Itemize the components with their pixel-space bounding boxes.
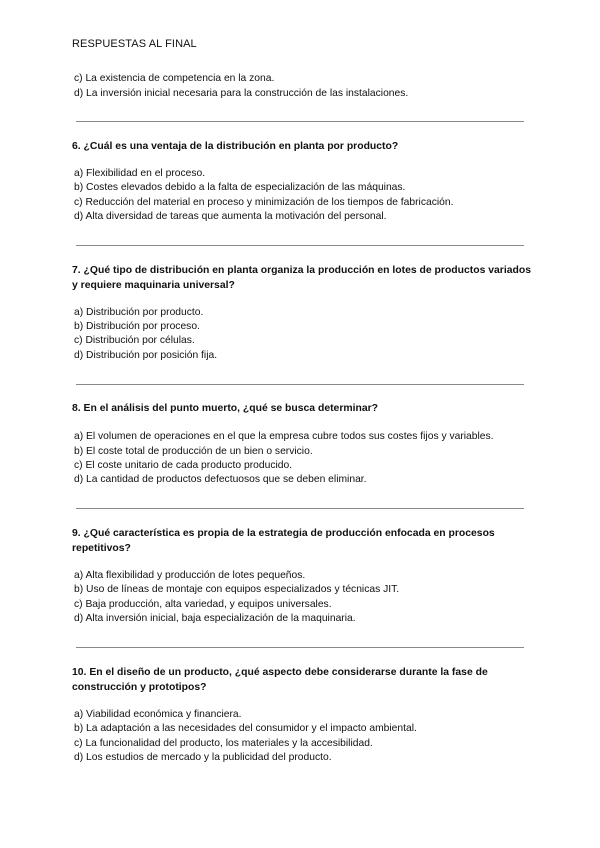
q10-option-b: b) La adaptación a las necesidades del consumidor y el impacto ambiental. bbox=[74, 723, 417, 734]
q10-question: 10. En el diseño de un producto, ¿qué aspecto debe considerarse durante la fase de construcción y prototipos? bbox=[72, 667, 488, 693]
divider bbox=[76, 245, 524, 246]
q6-question: 6. ¿Cuál es una ventaja de la distribución en planta por producto? bbox=[72, 141, 399, 152]
q5-option-d: d) La inversión inicial necesaria para la construcción de las instalaciones. bbox=[74, 88, 409, 99]
q9-option-b: b) Uso de líneas de montaje con equipos especializados y técnicas JIT. bbox=[74, 584, 400, 595]
page-header: RESPUESTAS AL FINAL bbox=[72, 38, 197, 50]
q8-option-b: b) El coste total de producción de un bien o servicio. bbox=[74, 446, 313, 457]
q5-option-c: c) La existencia de competencia en la zona. bbox=[74, 73, 275, 84]
q9-option-a: a) Alta flexibilidad y producción de lotes pequeños. bbox=[74, 570, 306, 581]
q7-option-a: a) Distribución por producto. bbox=[74, 307, 204, 318]
q8-option-d: d) La cantidad de productos defectuosos que se deben eliminar. bbox=[74, 474, 367, 485]
q7-option-c: c) Distribución por células. bbox=[74, 335, 195, 346]
q6-option-d: d) Alta diversidad de tareas que aumenta la motivación del personal. bbox=[74, 211, 387, 222]
q7-option-b: b) Distribución por proceso. bbox=[74, 321, 200, 332]
q10-option-a: a) Viabilidad económica y financiera. bbox=[74, 709, 242, 720]
q7-question: 7. ¿Qué tipo de distribución en planta organiza la producción en lotes de productos variados y requiere maquinaria universal? bbox=[72, 265, 531, 291]
divider bbox=[76, 384, 524, 385]
q8-question: 8. En el análisis del punto muerto, ¿qué se busca determinar? bbox=[72, 403, 379, 414]
q9-option-d: d) Alta inversión inicial, baja especialización de la maquinaria. bbox=[74, 613, 356, 624]
q10-option-d: d) Los estudios de mercado y la publicidad del producto. bbox=[74, 752, 332, 763]
q9-option-c: c) Baja producción, alta variedad, y equipos universales. bbox=[74, 599, 332, 610]
divider bbox=[76, 647, 524, 648]
q7-option-d: d) Distribución por posición fija. bbox=[74, 350, 218, 361]
q9-question: 9. ¿Qué característica es propia de la estrategia de producción enfocada en procesos repetitivos? bbox=[72, 528, 495, 554]
q10-option-c: c) La funcionalidad del producto, los materiales y la accesibilidad. bbox=[74, 738, 373, 749]
q8-option-a: a) El volumen de operaciones en el que la empresa cubre todos sus costes fijos y variables. bbox=[74, 431, 494, 442]
q8-option-c: c) El coste unitario de cada producto producido. bbox=[74, 460, 293, 471]
q6-option-a: a) Flexibilidad en el proceso. bbox=[74, 168, 206, 179]
divider bbox=[76, 121, 524, 122]
divider bbox=[76, 508, 524, 509]
q6-option-c: c) Reducción del material en proceso y minimización de los tiempos de fabricación. bbox=[74, 197, 454, 208]
q6-option-b: b) Costes elevados debido a la falta de especialización de las máquinas. bbox=[74, 182, 406, 193]
